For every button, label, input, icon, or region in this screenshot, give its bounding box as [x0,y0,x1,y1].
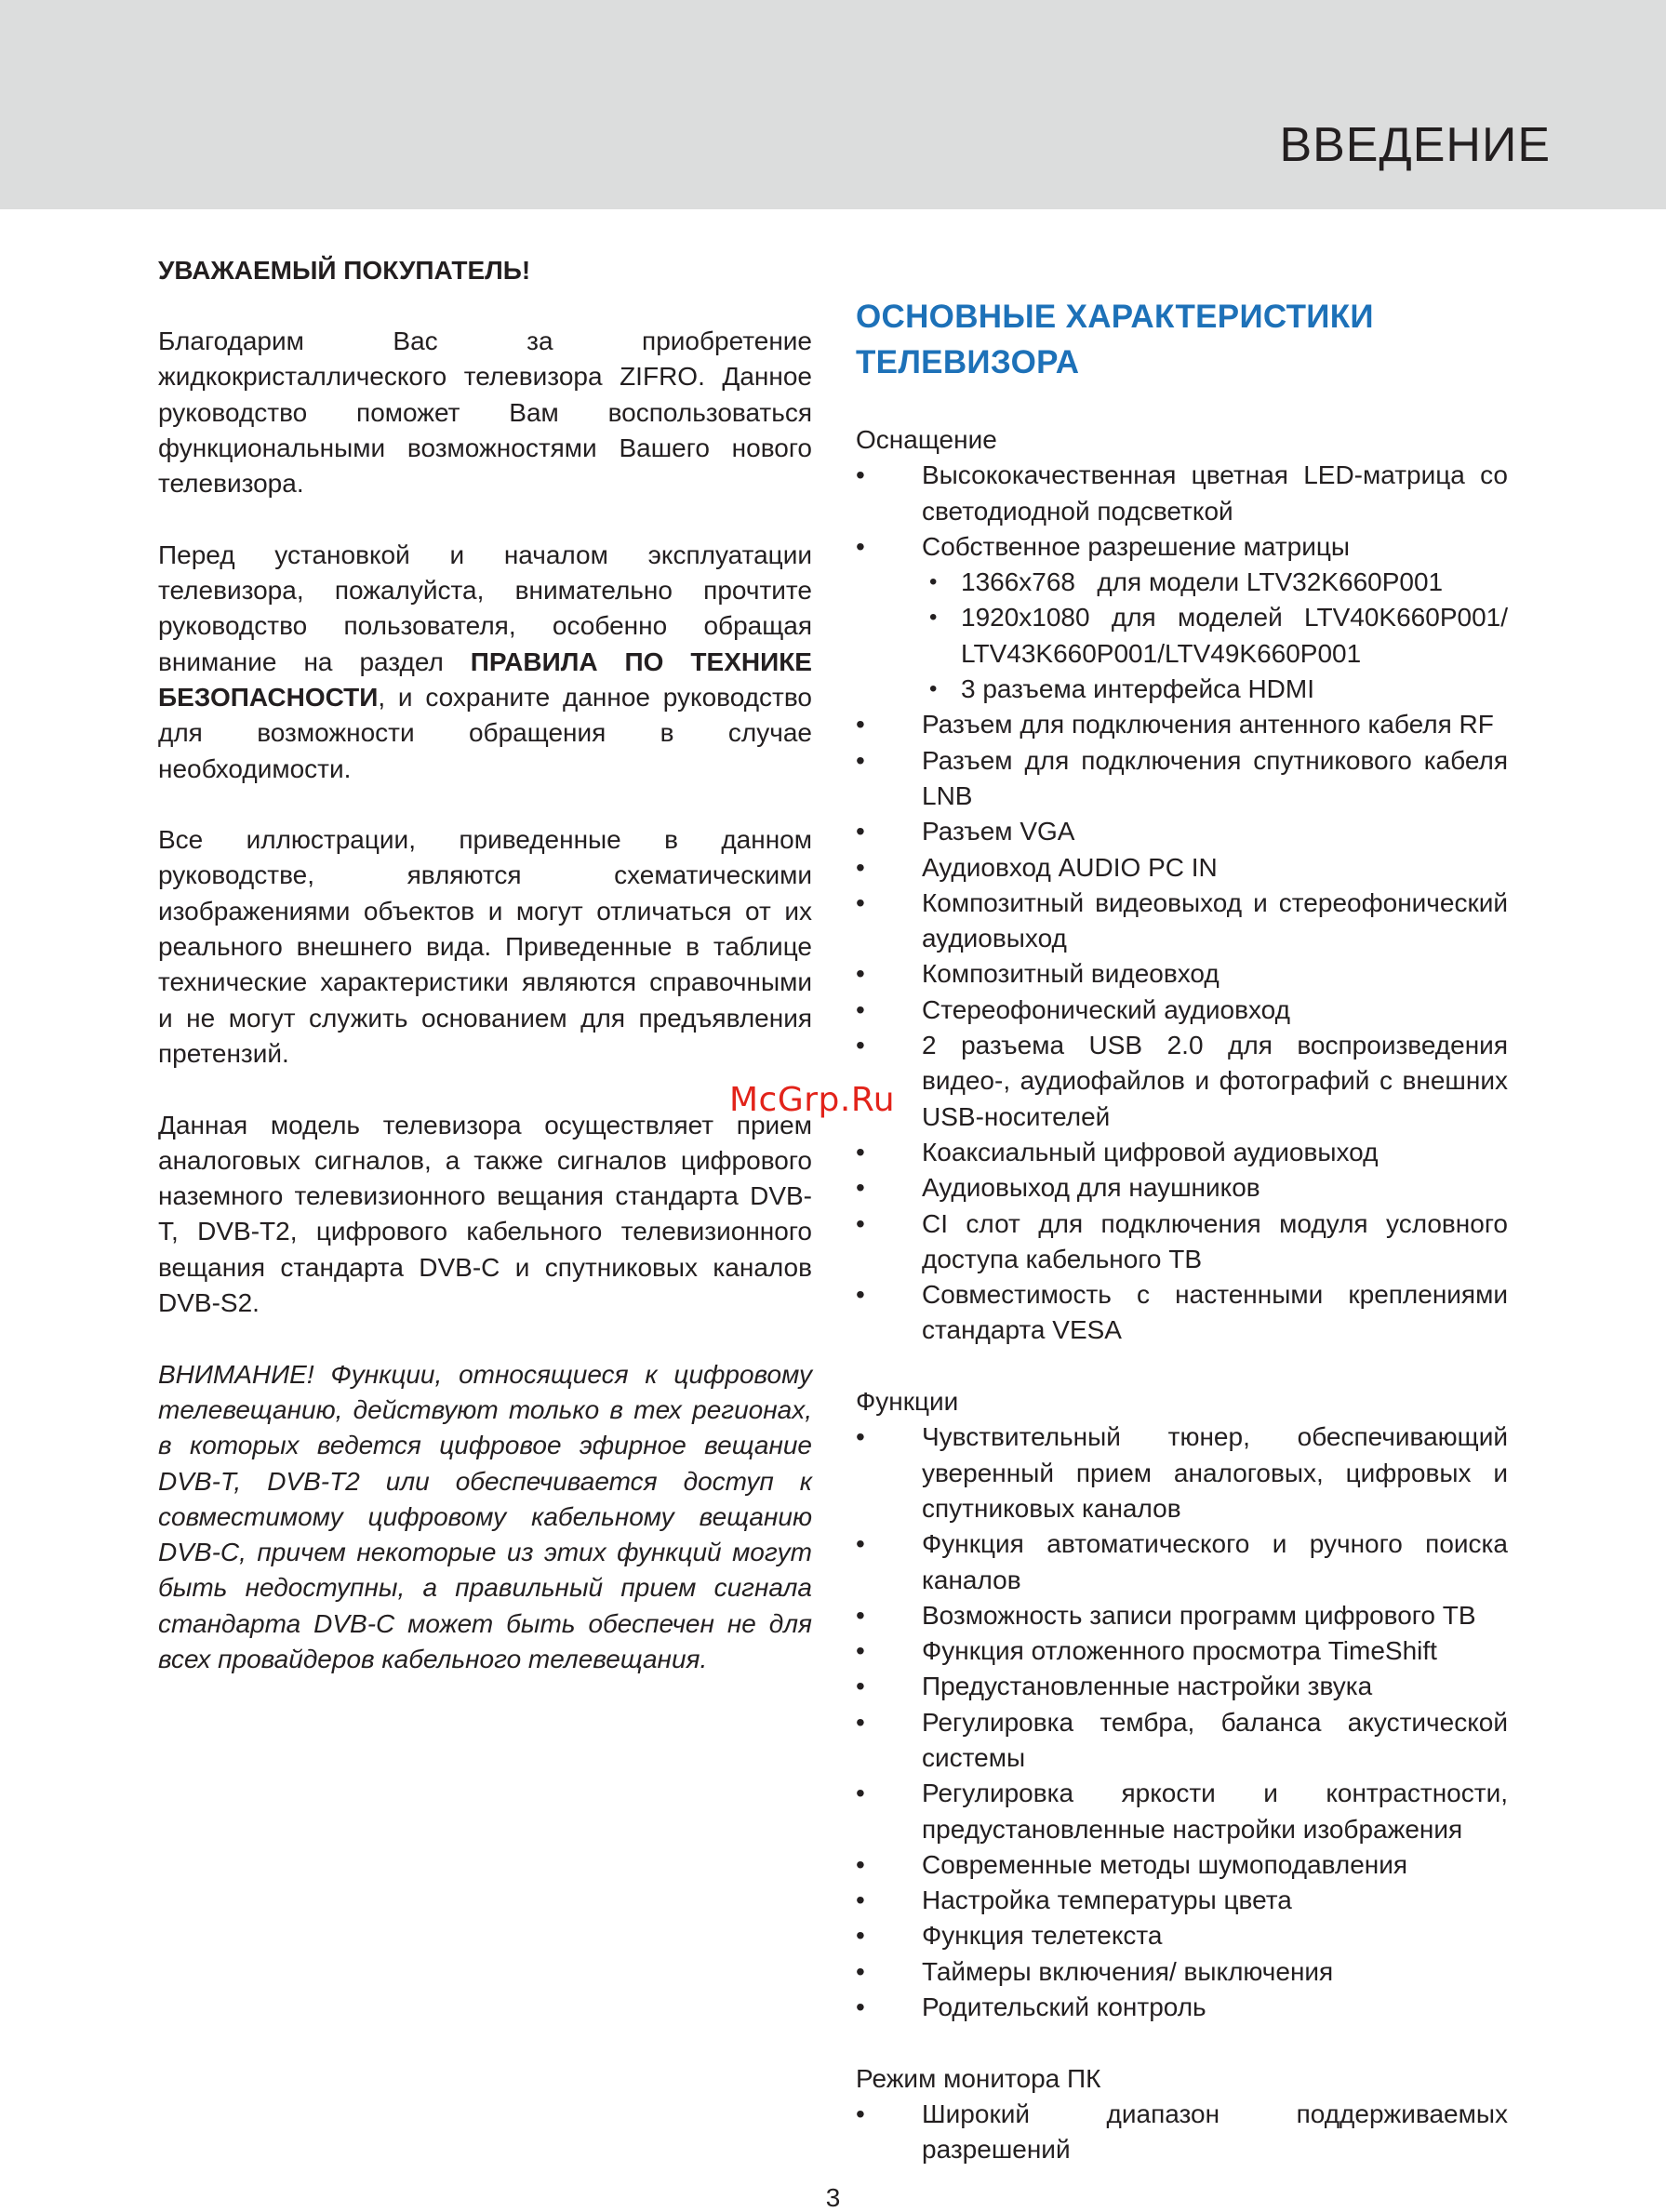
list-item-text: CI слот для подключения модуля условного доступа кабельного ТВ [922,1208,1508,1273]
list-item [856,1277,1508,1349]
list-item [856,814,1508,849]
group-spacer [856,2025,1508,2060]
bullet-icon: • [856,531,865,561]
bullet-icon: • [856,1672,865,1701]
bullet-icon: • [856,1208,865,1238]
group-spacer [856,1349,1508,1384]
intro-paragraph: Благодарим Вас за приобретение жидкокристаллического телевизора ZIFRO. Данное руководство поможет Вам воспользоваться функциональными возможностями Вашего нового телевизора. [158,326,812,499]
list-item [856,707,1508,742]
list-item [856,1170,1508,1206]
bullet-icon: • [856,1137,865,1166]
watermark-logo: McGrp.Ru [729,1081,896,1119]
resolution-sublist [922,565,1508,707]
functions-heading: Функции [856,1387,959,1417]
list-item-text: Разъем VGA [922,817,1075,846]
list-item-text: Разъем для подключения антенного кабеля RF [922,710,1494,740]
right-column [856,294,1508,2168]
list-item-text: Родительский контроль [922,1992,1206,2022]
list-item-text: Таймеры включения/ выключения [922,1956,1334,1986]
bullet-icon: • [856,1779,865,1808]
list-item-text: Широкий диапазон поддерживаемых разрешений [922,2099,1508,2165]
bullet-icon: • [856,1956,865,1986]
bullet-icon: • [856,460,865,490]
list-item-text: Настройка температуры цвета [922,1886,1292,1915]
safety-text-after: , и сохраните данное руководство для возможности обращения в случае необходимости. [158,682,812,783]
list-item [856,1705,1508,1777]
bullet-icon: • [856,1921,865,1951]
safety-text-before: Перед установкой и началом эксплуатации телевизора, пожалуйста, внимательно прочтите руководство пользователя, особенно обращая внимание на раздел [158,540,812,676]
list-item-text: Возможность записи программ цифрового ТВ [922,1600,1476,1630]
sub-bullet-icon: • [929,569,938,595]
list-item-text: Совместимость с настенными креплениями стандарта VESA [922,1280,1508,1345]
list-item [856,529,1508,707]
list-item [856,1883,1508,1918]
list-item-text: Современные методы шумоподавления [922,1849,1408,1879]
list-item [856,1419,1508,1526]
sub-bullet-icon: • [929,676,938,702]
bullet-icon: • [856,817,865,846]
page-number: 3 [825,2183,841,2212]
left-column [158,253,812,1677]
list-item-text: Собственное разрешение матрицы [922,531,1351,561]
equipment-heading: Оснащение [856,425,997,454]
list-item [856,1526,1508,1598]
list-item [856,1028,1508,1135]
pc-mode-list [856,2097,1508,2168]
list-item [856,886,1508,957]
warning-paragraph: ВНИМАНИЕ! Функции, относящиеся к цифровому телевещанию, действуют только в тех регионах, в которых ведется цифровое эфирное вещание DVB-T, DVB-T2 или обеспечивается доступ к совместимому цифровому кабельному вещанию DVB-C, причем некоторые из этих функций могут быть недоступны, а правильный прием сигнала стандарта DVB-C может быть обеспечен не для всех провайдеров кабельного телевещания. [158,1359,812,1673]
bullet-icon: • [856,1280,865,1310]
sub-list-item [922,672,1508,707]
equipment-list [856,458,1508,1348]
list-item-text: Функция отложенного просмотра TimeShift [922,1636,1437,1666]
list-item [856,1135,1508,1170]
pc-mode-heading: Режим монитора ПК [856,2063,1101,2093]
sub-list-item-text: 1366x768 для модели LTV32K660P001 [961,567,1444,597]
list-item [856,850,1508,886]
list-item [856,1206,1508,1278]
bullet-icon: • [856,2099,865,2128]
sub-list-item [922,565,1508,600]
safety-rules-reference: ПРАВИЛА ПО ТЕХНИКЕ БЕЗОПАСНОСТИ [158,646,812,712]
list-item [856,1847,1508,1883]
bullet-icon: • [856,852,865,882]
list-item-text: Функция автоматического и ручного поиска каналов [922,1529,1508,1594]
bullet-icon: • [856,710,865,740]
bullet-icon: • [856,887,865,917]
list-item-text: Коаксиальный цифровой аудиовыход [922,1137,1379,1166]
list-item [856,458,1508,529]
list-item-text: Чувствительный тюнер, обеспечивающий уверенный прием аналоговых, цифровых и спутниковых каналов [922,1422,1508,1523]
bullet-icon: • [856,1529,865,1559]
list-item-text: Стереофонический аудиовход [922,994,1290,1024]
list-item [856,993,1508,1028]
sub-list-item-text: 3 разъема интерфейса HDMI [961,674,1314,704]
list-item-text: Функция телетекста [922,1921,1163,1951]
list-item-text: Разъем для подключения спутникового кабеля LNB [922,745,1508,810]
bullet-icon: • [856,1849,865,1879]
bullet-icon: • [856,959,865,989]
list-item-text: Композитный видеовыход и стереофонический аудиовыход [922,887,1508,953]
list-item [856,1918,1508,1953]
bullet-icon: • [856,994,865,1024]
list-item-text: Регулировка тембра, баланса акустической системы [922,1707,1508,1772]
functions-list [856,1419,1508,2025]
list-item [856,1776,1508,1847]
list-item [856,1990,1508,2025]
list-item-text: Аудиовход AUDIO PC IN [922,852,1218,882]
greeting-heading: УВАЖАЕМЫЙ ПОКУПАТЕЛЬ! [158,256,531,285]
bullet-icon: • [856,745,865,775]
bullet-icon: • [856,1886,865,1915]
list-item [856,2097,1508,2168]
list-item-text: 2 разъема USB 2.0 для воспроизведения видео-, аудиофайлов и фотографий с внешних USB-носителей [922,1031,1508,1131]
bullet-icon: • [856,1992,865,2022]
list-item [856,1633,1508,1669]
list-item-text: Аудиовыход для наушников [922,1173,1260,1203]
header-band [0,0,1666,209]
list-item-text: Регулировка яркости и контрастности, предустановленные настройки изображения [922,1779,1508,1844]
bullet-icon: • [856,1173,865,1203]
list-item [856,1598,1508,1633]
bullet-icon: • [856,1600,865,1630]
section-title: ОСНОВНЫЕ ХАРАКТЕРИСТИКИ ТЕЛЕВИЗОРА [856,299,1374,380]
list-item-text: Композитный видеовход [922,959,1220,989]
signals-paragraph: Данная модель телевизора осуществляет прием аналоговых сигналов, а также сигналов цифрового наземного телевизионного вещания стандарта DVB-T, DVB-T2, цифрового кабельного телевизионного вещания стандарта DVB-C и спутниковых каналов DVB-S2. [158,1110,812,1318]
sub-list-item-text: 1920x1080 для моделей LTV40K660P001/ LTV43K660P001/LTV49K660P001 [961,603,1508,668]
sub-list-item [922,600,1508,672]
sub-bullet-icon: • [929,605,938,631]
bullet-icon: • [856,1031,865,1060]
page-title: ВВЕДЕНИЕ [1279,118,1551,172]
bullet-icon: • [856,1422,865,1452]
list-item [856,1669,1508,1704]
safety-paragraph [158,538,812,787]
list-item [856,1954,1508,1990]
illustrations-paragraph: Все иллюстрации, приведенные в данном руководстве, являются схематическими изображениями объектов и могут отличаться от их реального внешнего вида. Приведенные в таблице технические характеристики являются справочными и не могут служить основанием для предъявления претензий. [158,825,812,1068]
list-item-text: Предустановленные настройки звука [922,1672,1373,1701]
list-item [856,956,1508,992]
bullet-icon: • [856,1707,865,1737]
bullet-icon: • [856,1636,865,1666]
list-item [856,743,1508,815]
list-item-text: Высококачественная цветная LED-матрица со светодиодной подсветкой [922,460,1508,526]
